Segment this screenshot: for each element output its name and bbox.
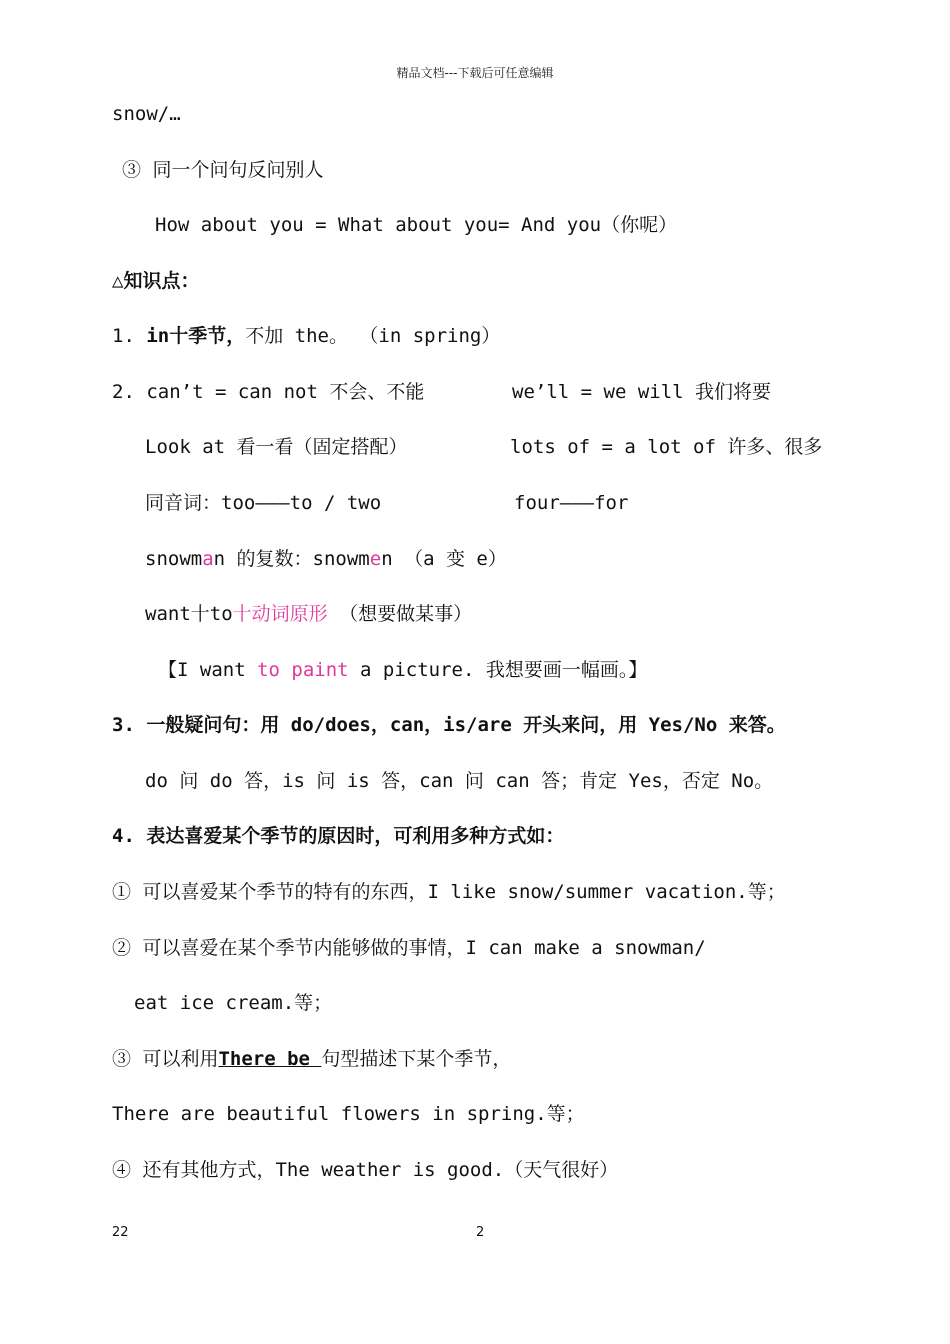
example-to-paint: to paint: [257, 659, 349, 681]
snowmen-part: n 的复数：snowm: [213, 548, 370, 570]
page-number: 2: [476, 1225, 485, 1240]
example-start: 【I want: [158, 659, 258, 681]
there-be: There be: [218, 1048, 322, 1070]
verb-base-form: 十动词原形: [232, 603, 328, 625]
snowman-vowel: a: [202, 548, 214, 570]
method-1: ① 可以喜爱某个季节的特有的东西，I like snow/summer vacation.等；: [112, 881, 786, 903]
method-2-cont: eat ice cream.等；: [134, 992, 333, 1014]
line-how-about-you: How about you = What about you= And you（你呢）: [155, 214, 678, 236]
line-snowman-plural: [145, 546, 507, 572]
page-header: 精品文档---下载后可任意编辑: [396, 66, 554, 80]
method-3-end: 句型描述下某个季节，: [321, 1048, 512, 1070]
line-lots-of: lots of = a lot of 许多、很多: [510, 436, 823, 458]
line-beautiful-flowers: There are beautiful flowers in spring.等；: [112, 1103, 585, 1125]
section-knowledge-points: △知识点：: [112, 270, 200, 292]
line-snow: snow/…: [112, 103, 181, 125]
line-look-at: Look at 看一看（固定搭配）: [145, 436, 408, 458]
point-1-rest: 不加 the。 （in spring）: [245, 325, 501, 347]
line-counter-question: ③ 同一个问句反问别人: [122, 159, 324, 181]
line-four-for: four———for: [514, 492, 629, 514]
line-want-to: [145, 601, 472, 627]
example-end: a picture. 我想要画一幅画。】: [348, 659, 648, 681]
method-4: ④ 还有其他方式，The weather is good.（天气很好）: [112, 1159, 619, 1181]
line-example-paint: [158, 657, 647, 683]
point-3: 3. 一般疑问句：用 do/does，can，is/are 开头来问，用 Yes/No 来答。: [112, 714, 786, 736]
want-to-part: want十to: [145, 603, 233, 625]
method-2: ② 可以喜爱在某个季节内能够做的事情，I can make a snowman/: [112, 937, 706, 959]
snowmen-vowel: e: [369, 548, 382, 570]
point-1-number: 1.: [112, 325, 147, 347]
line-do-answer: do 问 do 答，is 问 is 答，can 问 can 答；肯定 Yes，否定 No。: [145, 770, 774, 792]
snowman-note: n （a 变 e）: [381, 548, 507, 570]
point-1-bold: in十季节，: [146, 325, 246, 347]
point-2-cant: 2. can’t = can not 不会、不能: [112, 381, 425, 403]
point-4: 4. 表达喜爱某个季节的原因时，可利用多种方式如：: [112, 825, 565, 847]
footer-left: 22: [112, 1225, 129, 1240]
method-3-start: ③ 可以利用: [112, 1048, 219, 1070]
snowman-part: snowm: [145, 548, 203, 570]
point-1: [112, 323, 500, 349]
point-2-well: we’ll = we will 我们将要: [512, 381, 772, 403]
line-homophones: 同音词：too———to / two: [145, 492, 382, 514]
want-to-meaning: （想要做某事）: [327, 603, 473, 625]
method-3: [112, 1046, 511, 1072]
